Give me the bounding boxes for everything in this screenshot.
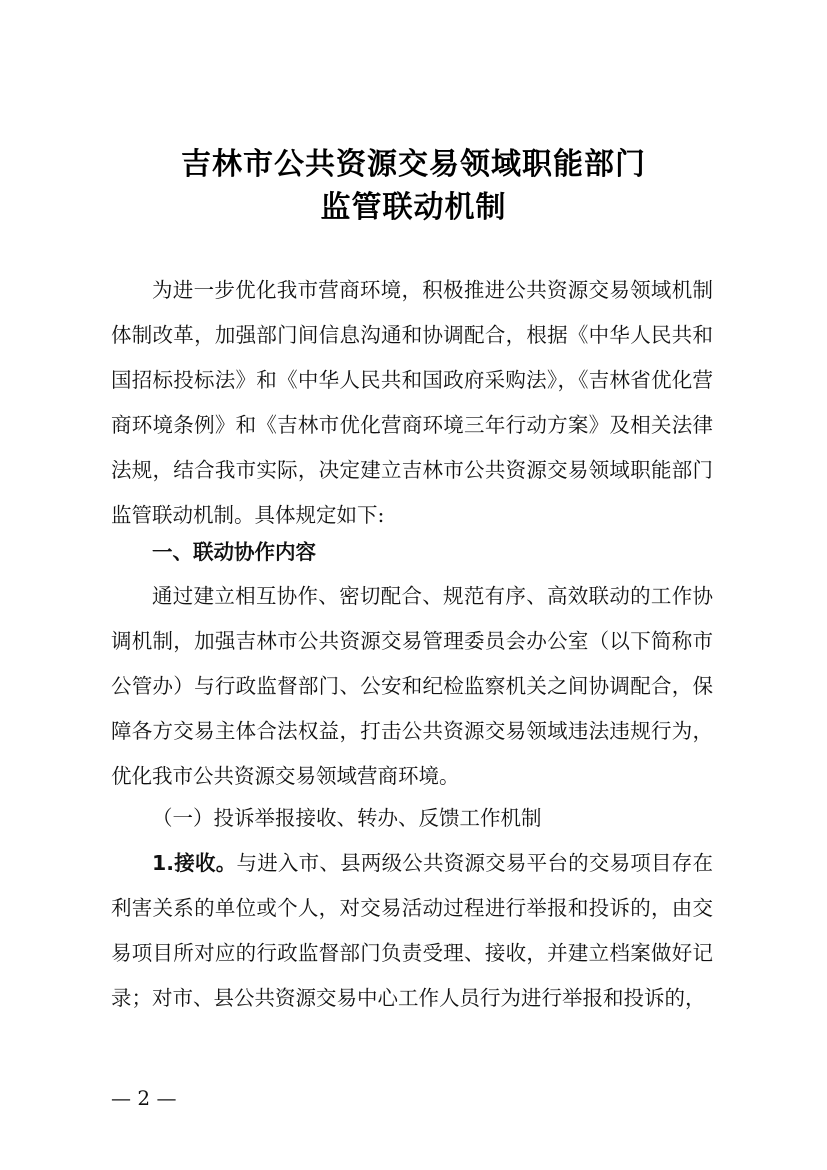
section1-paragraph: 通过建立相互协作、密切配合、规范有序、高效联动的工作协调机制，加强吉林市公共资源交易管理委员会办公室（以下简称市公管办）与行政监督部门、公安和纪检监察机关之间协调配合，保障各方交易主体合法权益，打击公共资源交易领域违法违规行为，优化我市公共资源交易领域营商环境。 <box>111 584 713 788</box>
intro-paragraph: 为进一步优化我市营商环境，积极推进公共资源交易领域机制体制改革，加强部门间信息沟通和协调配合，根据《中华人民共和国招标投标法》和《中华人民共和国政府采购法》，《吉林省优化营商环境条例》和《吉林市优化营商环境三年行动方案》及相关法律法规，结合我市实际，决定建立吉林市公共资源交易领域职能部门监管联动机制。具体规定如下: <box>111 278 713 527</box>
item1-paragraph <box>111 841 713 1021</box>
subsection1-heading: （一）投诉举报接收、转办、反馈工作机制 <box>152 806 542 830</box>
item1-body: 与进入市、县两级公共资源交易平台的交易项目存在利害关系的单位或个人，对交易活动过程进行举报和投诉的，由交易项目所对应的行政监督部门负责受理、接收，并建立档案做好记录；对市、县公共资源交易中心工作人员行为进行举报和投诉的， <box>111 851 713 1010</box>
document-title-line2: 监管联动机制 <box>320 190 507 225</box>
document-title-line1: 吉林市公共资源交易领域职能部门 <box>181 147 646 182</box>
page-number: — 2 — <box>111 1086 177 1110</box>
section1-heading: 一、联动协作内容 <box>152 540 316 564</box>
item1-lead: 1.接收。 <box>152 851 237 875</box>
